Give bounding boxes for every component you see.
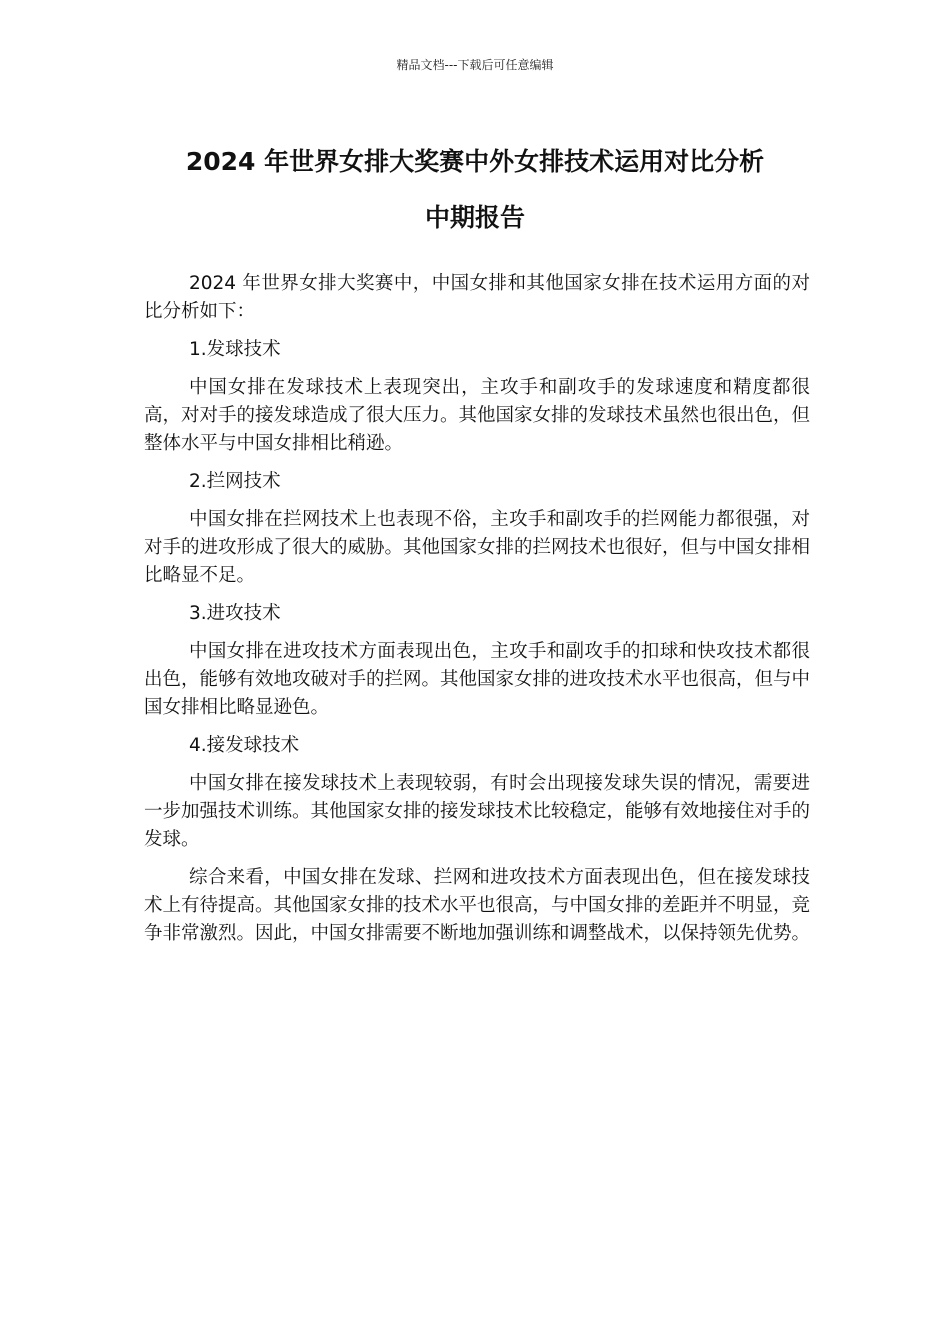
section-paragraph-receive: 中国女排在接发球技术上表现较弱，有时会出现接发球失误的情况，需要进一步加强技术训练。其他国家女排的接发球技术比较稳定，能够有效地接住对手的发球。 (144, 773, 811, 850)
conclusion-paragraph: 综合来看，中国女排在发球、拦网和进攻技术方面表现出色，但在接发球技术上有待提高。其他国家女排的技术水平也很高，与中国女排的差距并不明显，竞争非常激烈。因此，中国女排需要不断地加强训练和调整战术，以保持领先优势。 (144, 867, 811, 944)
title-line-2: 中期报告 (424, 203, 525, 232)
title-line-1: 2024 年世界女排大奖赛中外女排技术运用对比分析 (185, 147, 765, 176)
document-body (144, 270, 810, 958)
section-heading-receive: 4.接发球技术 (189, 735, 300, 756)
section-heading-attack: 3.进攻技术 (189, 603, 281, 624)
section-paragraph-block: 中国女排在拦网技术上也表现不俗，主攻手和副攻手的拦网能力都很强，对对手的进攻形成了很大的威胁。其他国家女排的拦网技术也很好，但与中国女排相比略显不足。 (144, 509, 811, 586)
section-paragraph-attack: 中国女排在进攻技术方面表现出色，主攻手和副攻手的扣球和快攻技术都很出色，能够有效地攻破对手的拦网。其他国家女排的进攻技术水平也很高，但与中国女排相比略显逊色。 (144, 641, 811, 718)
section-heading-block: 2.拦网技术 (189, 471, 281, 492)
page-header: 精品文档---下载后可任意编辑 (396, 58, 554, 72)
section-paragraph-serve: 中国女排在发球技术上表现突出，主攻手和副攻手的发球速度和精度都很高，对对手的接发球造成了很大压力。其他国家女排的发球技术虽然也很出色，但整体水平与中国女排相比稍逊。 (144, 377, 811, 454)
intro-paragraph: 2024 年世界女排大奖赛中，中国女排和其他国家女排在技术运用方面的对比分析如下： (144, 273, 810, 322)
document-title (100, 134, 850, 246)
section-heading-serve: 1.发球技术 (189, 339, 281, 360)
